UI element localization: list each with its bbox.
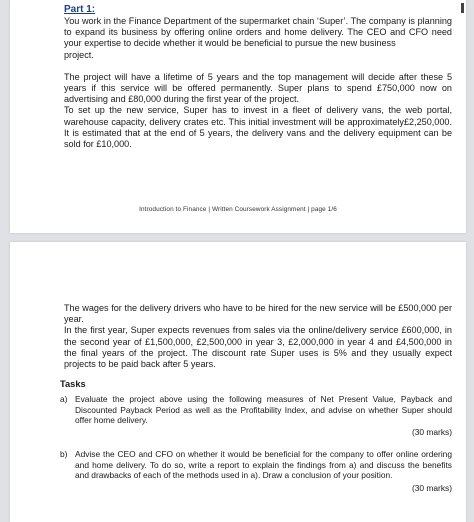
tasks-heading: Tasks xyxy=(60,379,86,390)
task-b-letter: b) xyxy=(60,449,68,460)
task-a xyxy=(60,394,452,438)
task-a-marks: (30 marks) xyxy=(411,427,452,438)
investment-paragraph: To set up the new service, Super has to invest in a fleet of delivery vans, the web portal, warehouse capacity, delivery crates etc. This initial investment will be approximately£2,250,000. It is estimated that at the end of 5 years, the delivery vans and the delivery equipment can be sold for £10,000. xyxy=(64,105,452,150)
document-page-1 xyxy=(10,0,466,233)
wages-paragraph: The wages for the delivery drivers who have to be hired for the new service will be £500,000 per year. xyxy=(64,303,452,325)
edge-mark xyxy=(461,3,464,13)
task-b-text: Advise the CEO and CFO on whether it would be beneficial for the company to offer online ordering and home delivery. To do so, write a report to explain the findings from a) and discuss the benefits and drawbacks of each of the methods used in a). Draw a conclusion of your position. xyxy=(75,449,452,481)
lifetime-paragraph: The project will have a lifetime of 5 years and the top management will decide after these 5 years if this service will be offered permanently. Super plans to spend £750,000 now on advertising and £80,000 during the first year of the project. xyxy=(64,71,452,105)
document-page-2 xyxy=(10,242,466,522)
intro-paragraph: You work in the Finance Department of the supermarket chain ‘Super’. The company is planning to expand its business by offering online orders and home delivery. The CEO and CFO need your expertise to decide whether it would be beneficial to pursue the new business xyxy=(64,16,452,49)
task-a-text: Evaluate the project above using the following measures of Net Present Value, Payback and Discounted Payback Period as well as the Profitability Index, and advise on whether Super should offer home delivery. xyxy=(75,394,452,426)
revenue-paragraph: In the first year, Super expects revenues from sales via the online/delivery service £600,000, in the second year of £1,500,000, £2,500,000 in year 3, £2,000,000 in year 4 and £4,500,000 in the final years of the project. The discount rate Super uses is 5% and they usually expect projects to be paid back after 5 years. xyxy=(64,325,452,370)
part-heading: Part 1: xyxy=(64,4,96,15)
task-b xyxy=(60,449,452,493)
task-a-letter: a) xyxy=(60,394,68,405)
paragraph-gap xyxy=(64,61,452,72)
task-b-marks: (30 marks) xyxy=(411,482,452,493)
intro-paragraph-tail: project. xyxy=(64,49,94,60)
page-footer: Introduction to Finance | Written Coursework Assignment | page 1/6 xyxy=(139,206,337,213)
